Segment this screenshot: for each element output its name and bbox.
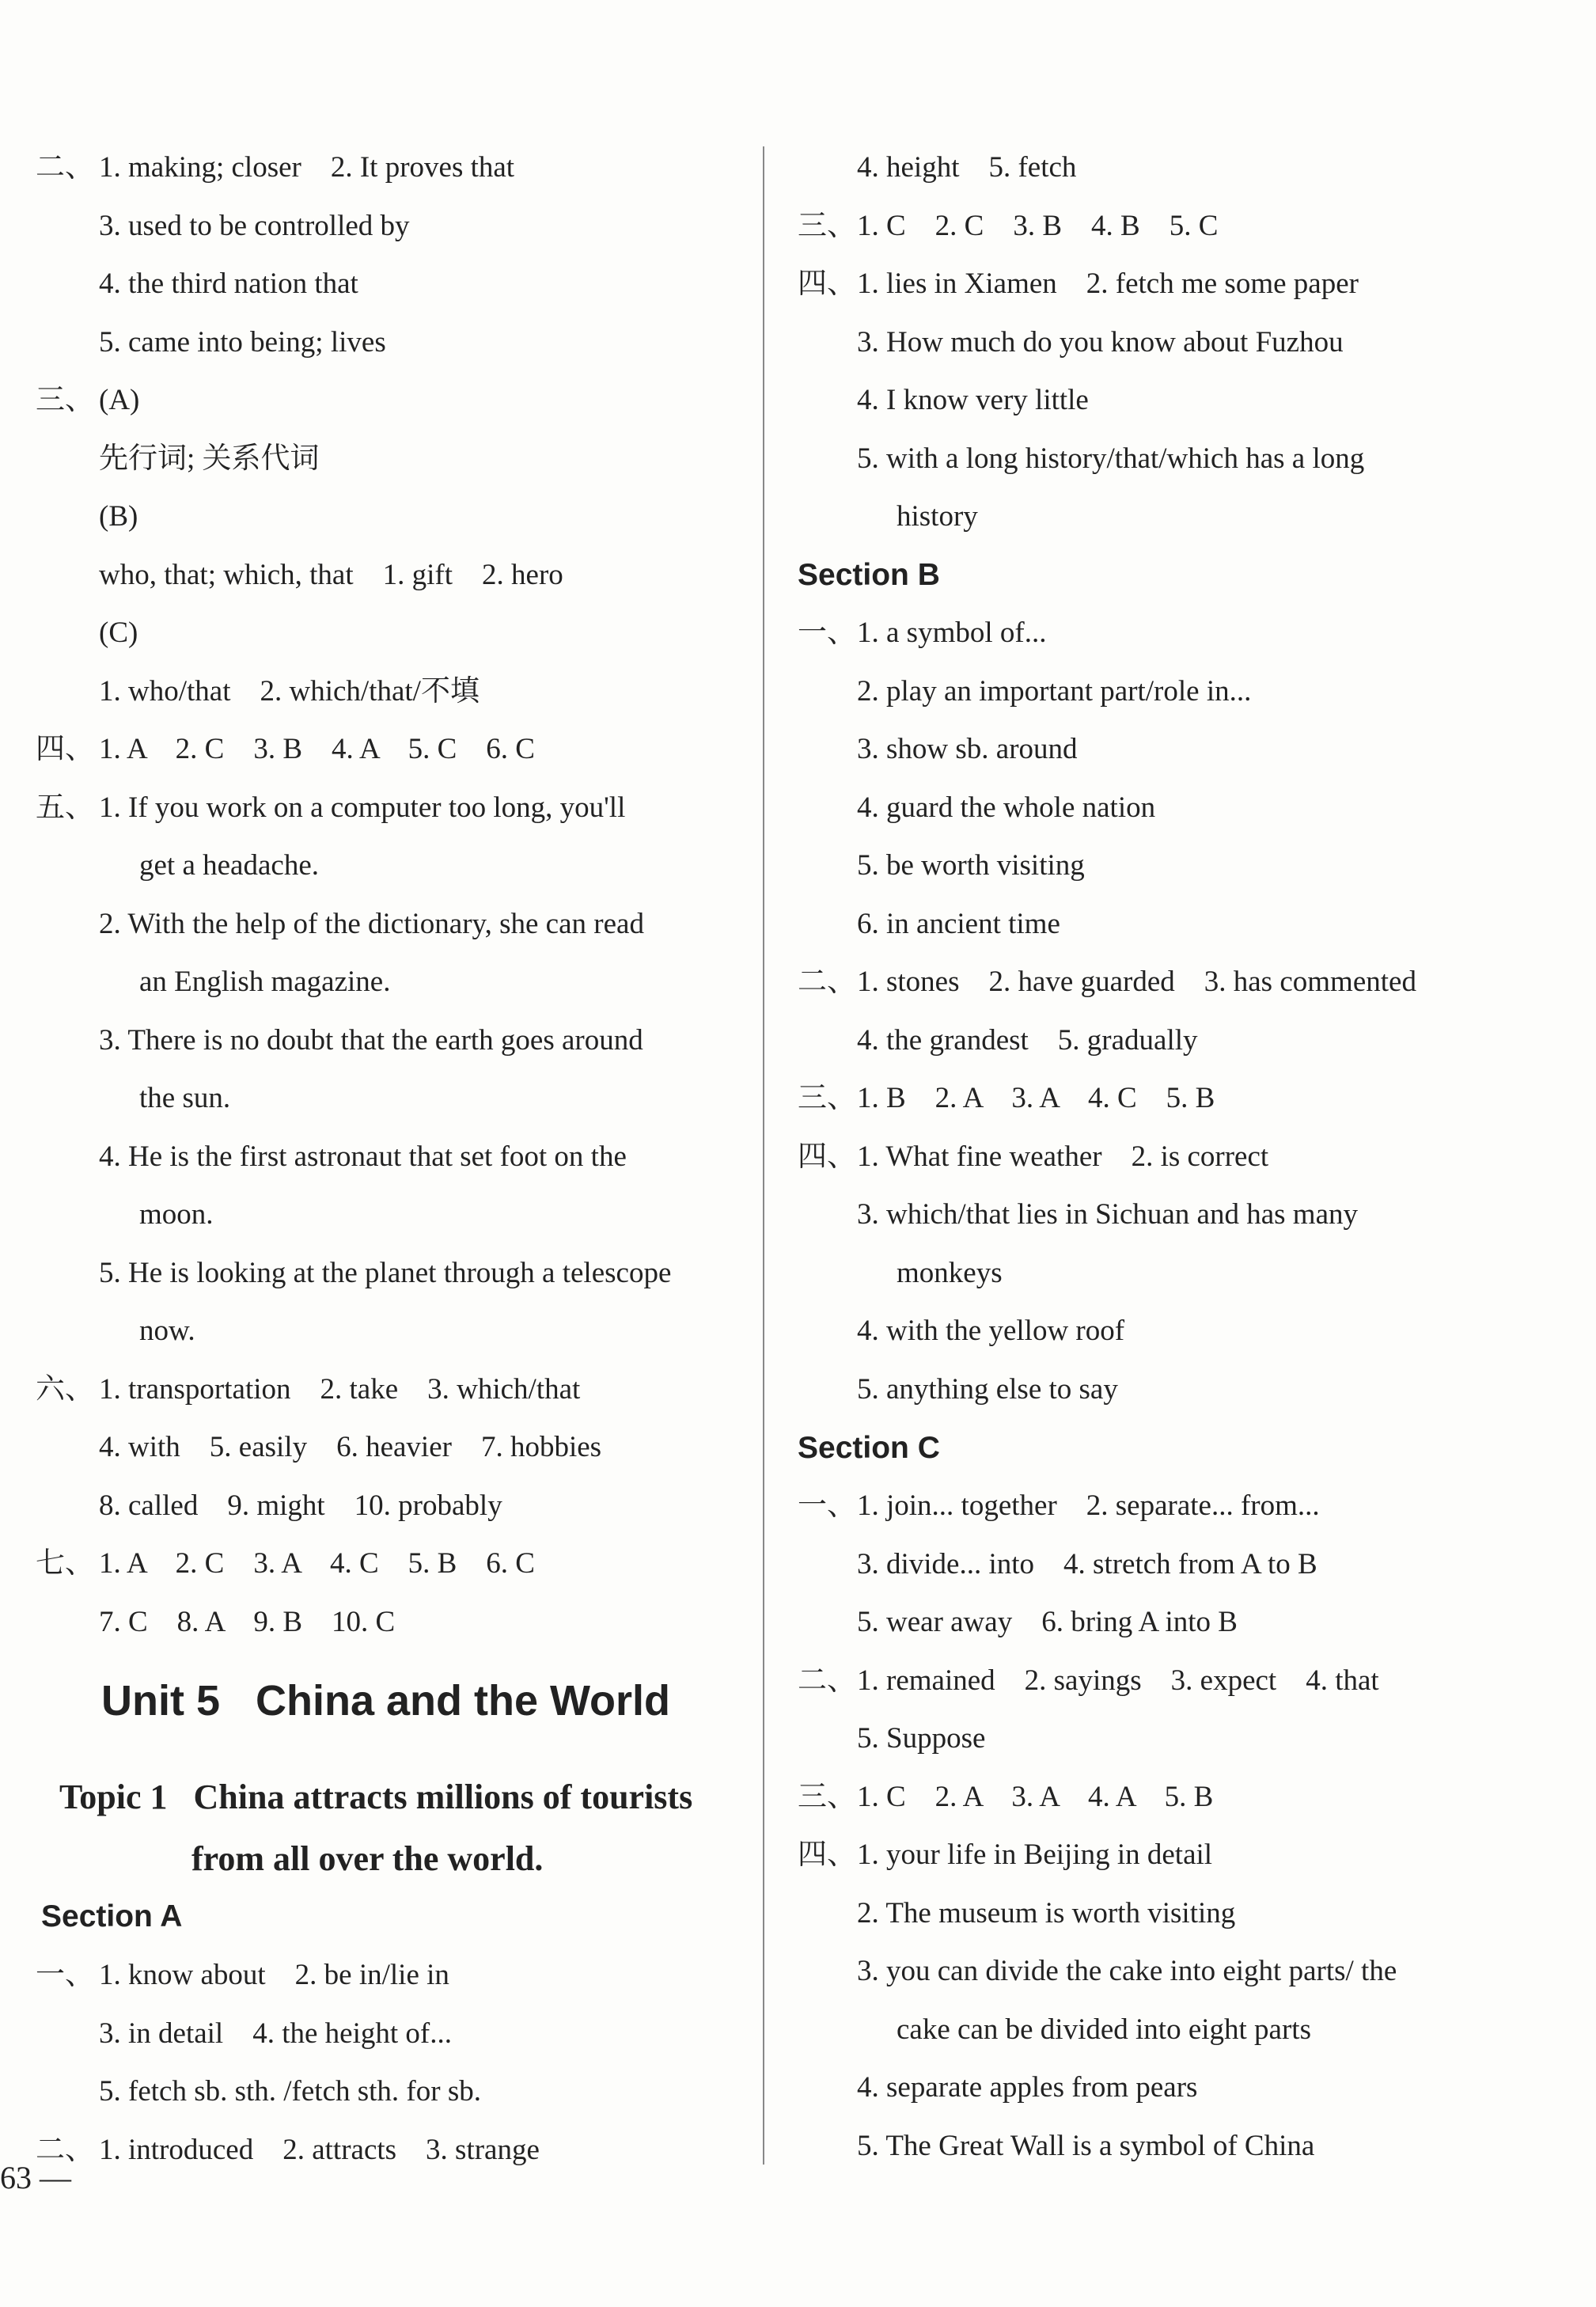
answer-text: 5. fetch sb. sth. /fetch sth. for sb. — [99, 2075, 481, 2108]
answer-line — [0, 837, 760, 894]
answer-text: 2. play an important part/role in... — [857, 674, 1252, 708]
answer-text: (B) — [99, 500, 138, 533]
answer-line — [766, 2001, 1596, 2058]
question-marker: 二、 — [798, 966, 856, 998]
answer-text: 5. came into being; lives — [99, 325, 386, 359]
answer-line — [766, 2117, 1596, 2175]
answer-text: 4. separate apples from pears — [857, 2071, 1198, 2104]
answer-line — [766, 1942, 1596, 2000]
answer-text: 3. There is no doubt that the earth goes around — [99, 1023, 643, 1057]
answer-text: who, that; which, that 1. gift 2. hero — [99, 558, 563, 591]
answer-text: 7. C 8. A 9. B 10. C — [99, 1605, 396, 1638]
answer-line — [766, 1186, 1596, 1243]
section-heading: Section A — [41, 1899, 183, 1933]
answer-line — [0, 1593, 760, 1651]
answer-text: 4. I know very little — [857, 384, 1089, 416]
question-marker: 一、 — [798, 617, 856, 649]
answer-text: 1. If you work on a computer too long, you'll — [99, 791, 626, 824]
answer-text: 2. With the help of the dictionary, she can read — [99, 907, 644, 940]
question-marker: 二、 — [36, 2133, 94, 2166]
answer-line — [766, 1709, 1596, 1767]
answer-line — [766, 837, 1596, 894]
answer-text: 6. in ancient time — [857, 907, 1060, 940]
topic-title-line-1: Topic 1 China attracts millions of tourists — [59, 1778, 693, 1816]
answer-line — [0, 197, 760, 255]
unit-title: Unit 5 China and the World — [101, 1677, 671, 1725]
answer-line — [766, 1884, 1596, 1942]
answer-text: 1. B 2. A 3. A 4. C 5. B — [857, 1082, 1215, 1114]
answer-line — [0, 430, 760, 488]
answer-line — [0, 2005, 760, 2062]
answer-text: 3. show sb. around — [857, 733, 1078, 765]
question-marker: 四、 — [798, 1838, 856, 1871]
answer-text: 8. called 9. might 10. probably — [99, 1489, 502, 1522]
answer-line — [766, 779, 1596, 837]
answer-text: 1. transportation 2. take 3. which/that — [99, 1372, 581, 1406]
answer-text: get a headache. — [139, 849, 319, 882]
answer-line — [766, 953, 1596, 1011]
topic-title-line-2: from all over the world. — [191, 1839, 544, 1878]
answer-text: 5. with a long history/that/which has a long — [857, 442, 1365, 475]
answer-text: 1. introduced 2. attracts 3. strange — [99, 2133, 540, 2166]
answer-text: 4. He is the first astronaut that set foot on the — [99, 1140, 627, 1173]
answer-text: 5. Suppose — [857, 1722, 986, 1755]
answer-line — [766, 1011, 1596, 1069]
section-heading: Section B — [798, 558, 940, 592]
answer-line — [766, 1652, 1596, 1709]
answer-text: an English magazine. — [139, 966, 391, 998]
answer-line — [0, 662, 760, 720]
page-number: 63 — — [0, 2160, 71, 2195]
answer-text: 1. remained 2. sayings 3. expect 4. that — [857, 1664, 1379, 1697]
answer-text: 1. C 2. A 3. A 4. A 5. B — [857, 1780, 1214, 1813]
answer-text: the sun. — [139, 1082, 231, 1114]
answer-line — [766, 720, 1596, 778]
question-marker: 一、 — [36, 1959, 94, 1991]
answer-text: 1. C 2. C 3. B 4. B 5. C — [857, 209, 1219, 242]
answer-text: 2. The museum is worth visiting — [857, 1896, 1236, 1929]
answer-line — [0, 895, 760, 953]
answer-line — [766, 1535, 1596, 1593]
question-marker: 四、 — [36, 733, 94, 765]
answer-text: 1. A 2. C 3. A 4. C 5. B 6. C — [99, 1547, 535, 1580]
answer-text: 3. you can divide the cake into eight parts/ the — [857, 1955, 1397, 1987]
question-marker: 四、 — [798, 268, 856, 300]
answer-text: cake can be divided into eight parts — [897, 2013, 1311, 2046]
answer-text: 1. join... together 2. separate... from... — [857, 1489, 1320, 1522]
answer-text: 3. in detail 4. the height of... — [99, 2017, 452, 2050]
answer-text: 3. How much do you know about Fuzhou — [857, 325, 1344, 359]
answer-line — [766, 1593, 1596, 1651]
answer-line — [0, 488, 760, 545]
answer-line — [766, 662, 1596, 720]
answer-line — [0, 1418, 760, 1476]
answer-line — [0, 2121, 760, 2179]
answer-text: (A) — [99, 384, 140, 416]
answer-line — [0, 1302, 760, 1360]
answer-text: 1. What fine weather 2. is correct — [857, 1140, 1269, 1173]
answer-line — [766, 138, 1596, 196]
answer-text: 1. know about 2. be in/lie in — [99, 1959, 449, 1991]
answer-line — [0, 1244, 760, 1302]
answer-line — [766, 1302, 1596, 1360]
answer-text: 3. which/that lies in Sichuan and has many — [857, 1198, 1358, 1231]
question-marker: 一、 — [798, 1489, 856, 1522]
answer-line — [0, 1186, 760, 1243]
answer-text: 1. A 2. C 3. B 4. A 5. C 6. C — [99, 733, 535, 765]
answer-line — [766, 255, 1596, 313]
question-marker: 三、 — [798, 1082, 856, 1114]
answer-line — [766, 1768, 1596, 1826]
answer-line — [766, 604, 1596, 662]
answer-line — [766, 1360, 1596, 1418]
answer-line — [766, 197, 1596, 255]
answer-text: 1. your life in Beijing in detail — [857, 1838, 1213, 1871]
answer-text: 5. wear away 6. bring A into B — [857, 1606, 1238, 1638]
answer-text: 4. guard the whole nation — [857, 791, 1156, 824]
answer-text: 先行词; 关系代词 — [99, 442, 320, 475]
question-marker: 三、 — [798, 209, 856, 242]
answer-text: 4. with the yellow roof — [857, 1315, 1125, 1347]
answer-line — [0, 779, 760, 837]
answer-text: 3. divide... into 4. stretch from A to B — [857, 1547, 1317, 1580]
answer-line — [0, 1069, 760, 1127]
question-marker: 二、 — [36, 151, 94, 184]
answer-text: 1. stones 2. have guarded 3. has commented — [857, 966, 1416, 998]
answer-line — [0, 1360, 760, 1418]
answer-line — [766, 1826, 1596, 1884]
answer-text: 5. anything else to say — [857, 1372, 1118, 1406]
answer-line — [0, 313, 760, 371]
answer-line — [766, 1128, 1596, 1186]
answer-line — [0, 546, 760, 604]
question-marker: 四、 — [798, 1140, 856, 1173]
answer-line — [0, 371, 760, 429]
answer-line — [766, 430, 1596, 488]
answer-line — [0, 138, 760, 196]
answer-line — [766, 1244, 1596, 1302]
answer-text: 4. the grandest 5. gradually — [857, 1023, 1198, 1057]
answer-text: 3. used to be controlled by — [99, 209, 410, 242]
column-divider — [763, 146, 764, 2165]
answer-line — [766, 895, 1596, 953]
question-marker: 六、 — [36, 1372, 94, 1406]
question-marker: 五、 — [36, 791, 94, 824]
answer-line — [0, 1946, 760, 2004]
answer-text: 1. lies in Xiamen 2. fetch me some paper — [857, 268, 1359, 300]
question-marker: 三、 — [798, 1780, 856, 1813]
answer-line — [0, 1011, 760, 1069]
answer-line — [766, 488, 1596, 545]
answer-line — [766, 1477, 1596, 1535]
answer-line — [0, 1128, 760, 1186]
answer-text: 4. the third nation that — [99, 268, 358, 300]
answer-text: 1. who/that 2. which/that/不填 — [99, 674, 480, 708]
answer-line — [0, 2062, 760, 2120]
answer-line — [0, 953, 760, 1011]
answer-text: 4. height 5. fetch — [857, 151, 1077, 184]
question-marker: 七、 — [36, 1547, 94, 1580]
answer-line — [766, 313, 1596, 371]
section-heading: Section C — [798, 1431, 940, 1465]
question-marker: 三、 — [36, 384, 94, 416]
answer-text: history — [897, 500, 978, 533]
answer-text: (C) — [99, 617, 138, 649]
answer-line — [766, 1069, 1596, 1127]
answer-line — [766, 2058, 1596, 2116]
answer-text: monkeys — [897, 1256, 1003, 1289]
answer-line — [766, 371, 1596, 429]
answer-line — [0, 720, 760, 778]
answer-text: 5. He is looking at the planet through a telescope — [99, 1256, 672, 1289]
answer-text: moon. — [139, 1198, 214, 1231]
question-marker: 二、 — [798, 1664, 856, 1697]
answer-text: 4. with 5. easily 6. heavier 7. hobbies — [99, 1431, 602, 1463]
answer-line — [0, 1535, 760, 1592]
answer-line — [0, 255, 760, 313]
answer-text: 5. be worth visiting — [857, 849, 1085, 882]
answer-text: now. — [139, 1315, 195, 1347]
answer-text: 1. making; closer 2. It proves that — [99, 151, 515, 184]
answer-text: 1. a symbol of... — [857, 617, 1047, 649]
answer-text: 5. The Great Wall is a symbol of China — [857, 2129, 1315, 2162]
answer-line — [0, 604, 760, 662]
answer-line — [0, 1477, 760, 1535]
